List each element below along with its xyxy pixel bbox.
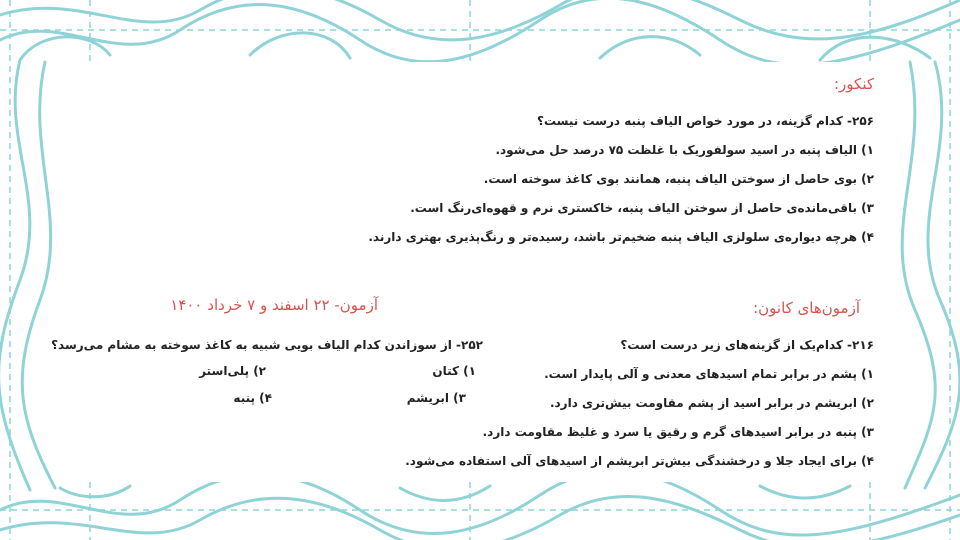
konkur-heading: کنکور: bbox=[834, 75, 874, 93]
kanoon-question: ۲۱۶- کدام‌یک از گزینه‌های زیر درست است؟ bbox=[620, 338, 874, 352]
kanoon-option-4: ۴) برای ایجاد جلا و درخشندگی بیش‌تر ابریشم از اسیدهای آلی استفاده می‌شود. bbox=[405, 454, 874, 468]
exam-option-3: ۳) ابریشم bbox=[406, 391, 466, 405]
kanoon-heading: آزمون‌های کانون: bbox=[753, 299, 860, 317]
kanoon-option-1: ۱) پشم در برابر تمام اسیدهای معدنی و آلی پایدار است. bbox=[544, 367, 874, 381]
exam-option-1: ۱) کتان bbox=[432, 364, 476, 378]
konkur-option-1: ۱) الیاف پنبه در اسید سولفوریک با غلظت ۷۵ درصد حل می‌شود. bbox=[495, 143, 874, 157]
exam-option-4: ۴) پنبه bbox=[233, 391, 272, 405]
konkur-option-4: ۴) هرچه دیواره‌ی سلولزی الیاف پنبه ضخیم‌تر باشد، رسیده‌تر و رنگ‌پذیری بهتری دارند. bbox=[368, 230, 874, 244]
konkur-question: ۲۵۶- کدام گزینه، در مورد خواص الیاف پنبه درست نیست؟ bbox=[537, 114, 874, 128]
exam-heading: آزمون- ۲۲ اسفند و ۷ خرداد ۱۴۰۰ bbox=[170, 296, 378, 314]
kanoon-option-3: ۳) پنبه در برابر اسیدهای گرم و رقیق یا سرد و غلیظ مقاومت دارد. bbox=[482, 425, 874, 439]
kanoon-option-2: ۲) ابریشم در برابر اسید از پشم مقاومت بیش‌تری دارد. bbox=[549, 396, 874, 410]
exam-option-2: ۲) پلی‌استر bbox=[199, 364, 266, 378]
konkur-option-2: ۲) بوی حاصل از سوختن الیاف پنبه، همانند بوی کاغذ سوخته است. bbox=[483, 172, 874, 186]
konkur-option-3: ۳) باقی‌مانده‌ی حاصل از سوختن الیاف پنبه، خاکستری نرم و قهوه‌ای‌رنگ است. bbox=[410, 201, 874, 215]
exam-question: ۲۵۲- از سوزاندن کدام الیاف بویی شبیه به کاغذ سوخته به مشام می‌رسد؟ bbox=[51, 338, 483, 352]
